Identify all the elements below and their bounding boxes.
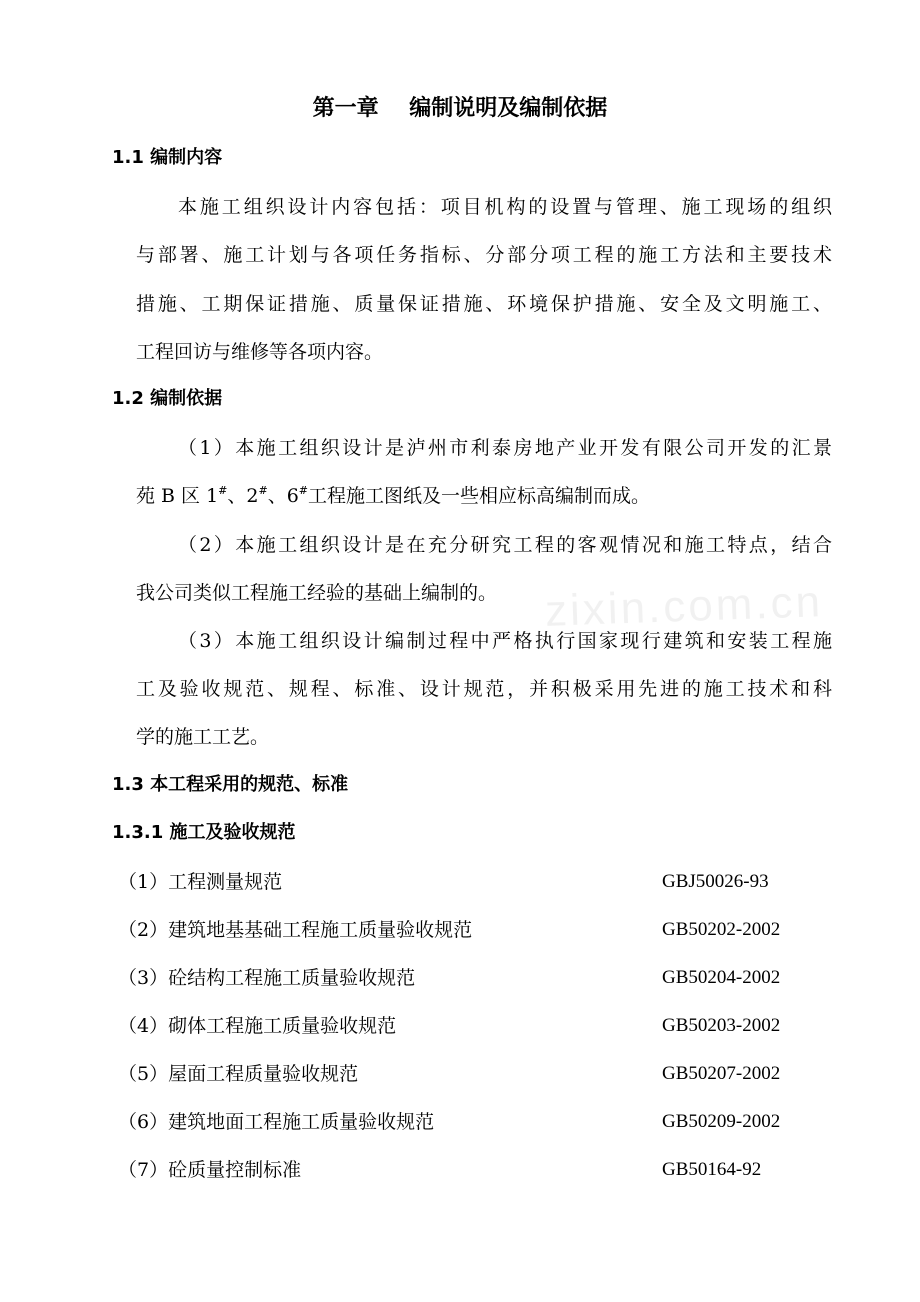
sup-mark: # bbox=[218, 484, 228, 497]
standard-code: GB50207-2002 bbox=[662, 1063, 781, 1084]
section-heading-1-1: 1.1 编制内容 bbox=[112, 147, 223, 168]
standard-code: GB50209-2002 bbox=[662, 1111, 781, 1132]
standard-name: （3）砼结构工程施工质量验收规范 bbox=[118, 967, 416, 989]
paragraph-line: （3）本施工组织设计编制过程中严格执行国家现行建筑和安装工程施 bbox=[178, 630, 832, 652]
paragraph-line: 与部署、施工计划与各项任务指标、分部分项工程的施工方法和主要技术 bbox=[136, 244, 832, 266]
standard-code: GB50164-92 bbox=[662, 1159, 762, 1180]
standard-code: GB50204-2002 bbox=[662, 967, 781, 988]
section-heading-1-2: 1.2 编制依据 bbox=[112, 388, 223, 409]
sup-mark: # bbox=[258, 484, 268, 497]
section-heading-1-3: 1.3 本工程采用的规范、标准 bbox=[112, 774, 349, 795]
standard-name: （5）屋面工程质量验收规范 bbox=[118, 1063, 359, 1085]
paragraph-line: 苑 B 区 1#、2#、6#工程施工图纸及一些相应标高编制而成。 bbox=[136, 484, 651, 507]
standard-name: （6）建筑地面工程施工质量验收规范 bbox=[118, 1111, 435, 1133]
paragraph-line: （2）本施工组织设计是在充分研究工程的客观情况和施工特点，结合 bbox=[178, 534, 832, 556]
standard-name: （7）砼质量控制标准 bbox=[118, 1159, 302, 1181]
paragraph-line: （1）本施工组织设计是泸州市利泰房地产业开发有限公司开发的汇景 bbox=[178, 437, 832, 459]
standard-name: （4）砌体工程施工质量验收规范 bbox=[118, 1015, 397, 1037]
watermark: zixin.com.cn bbox=[544, 577, 824, 636]
paragraph-line: 措施、工期保证措施、质量保证措施、环境保护措施、安全及文明施工、 bbox=[136, 293, 832, 315]
standard-code: GB50203-2002 bbox=[662, 1015, 781, 1036]
standard-code: GBJ50026-93 bbox=[662, 871, 769, 892]
standard-name: （1）工程测量规范 bbox=[118, 871, 283, 893]
paragraph-line: 工程回访与维修等各项内容。 bbox=[136, 341, 384, 363]
subsection-heading-1-3-1: 1.3.1 施工及验收规范 bbox=[112, 822, 296, 843]
paragraph-line: 本施工组织设计内容包括：项目机构的设置与管理、施工现场的组织 bbox=[178, 196, 832, 218]
paragraph-line: 学的施工工艺。 bbox=[136, 726, 270, 748]
chapter-title: 第一章 编制说明及编制依据 bbox=[312, 96, 608, 121]
paragraph-line: 工及验收规范、规程、标准、设计规范，并积极采用先进的施工技术和科 bbox=[136, 678, 832, 700]
standard-name: （2）建筑地基基础工程施工质量验收规范 bbox=[118, 919, 473, 941]
sup-mark: # bbox=[298, 484, 309, 497]
paragraph-line: 我公司类似工程施工经验的基础上编制的。 bbox=[136, 582, 498, 604]
standard-code: GB50202-2002 bbox=[662, 919, 781, 940]
